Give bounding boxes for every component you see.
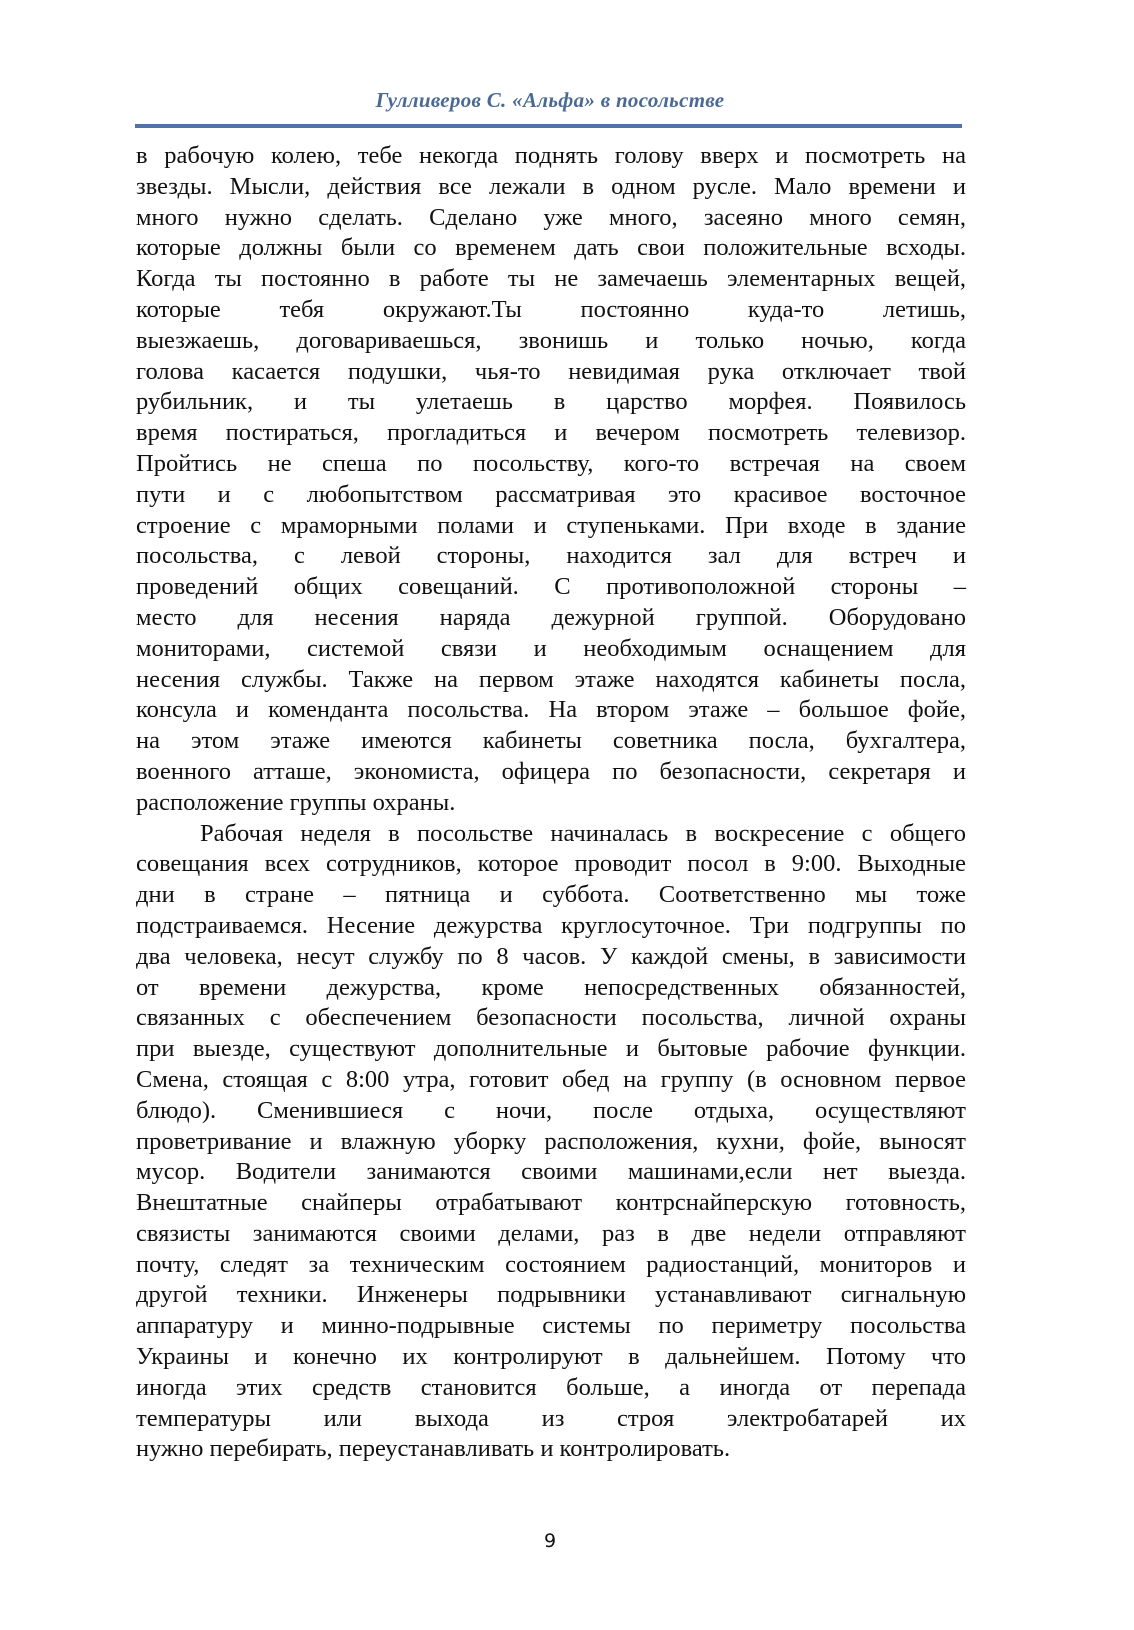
text-line: мусор. Водители занимаются своими машинами,если нет выезда. (136, 1158, 966, 1186)
text-line: посольства, с левой стороны, находится зал для встреч и (136, 542, 966, 570)
text-line: время постираться, прогладиться и вечером посмотреть телевизор. (136, 419, 966, 447)
text-line: Пройтись не спеша по посольству, кого-то встречая на своем (136, 449, 966, 477)
text-line: мониторами, системой связи и необходимым оснащением для (136, 634, 966, 662)
text-line: на этом этаже имеются кабинеты советника посла, бухгалтера, (136, 727, 966, 755)
text-line: Смена, стоящая с 8:00 утра, готовит обед на группу (в основном первое (136, 1065, 966, 1093)
text-line: место для несения наряда дежурной группой. Оборудовано (136, 603, 966, 631)
text-line: Внештатные снайперы отрабатывают контрснайперскую готовность, (136, 1189, 966, 1217)
running-header-title: Гулливеров С. «Альфа» в посольстве (375, 88, 725, 112)
header-divider (135, 124, 962, 128)
paragraph-end-line: расположение группы охраны. (136, 788, 456, 816)
text-line: военного атташе, экономиста, офицера по безопасности, секретаря и (136, 757, 966, 785)
text-line: проведений общих совещаний. С противоположной стороны – (136, 573, 966, 601)
text-line: Украины и конечно их контролируют в дальнейшем. Потому что (136, 1343, 966, 1371)
text-line: аппаратуру и минно-подрывные системы по периметру посольства (136, 1312, 966, 1340)
text-line: выезжаешь, договариваешься, звонишь и только ночью, когда (136, 326, 966, 354)
text-line: два человека, несут службу по 8 часов. У каждой смены, в зависимости (136, 942, 966, 970)
text-line: температуры или выхода из строя электробатарей их (136, 1404, 966, 1432)
text-line: почту, следят за техническим состоянием радиостанций, мониторов и (136, 1250, 966, 1278)
paragraph-end-line: нужно перебирать, переустанавливать и контролировать. (136, 1435, 731, 1463)
text-line: много нужно сделать. Сделано уже много, засеяно много семян, (136, 203, 966, 231)
text-line: в рабочую колею, тебе некогда поднять голову вверх и посмотреть на (136, 142, 966, 169)
text-line: от времени дежурства, кроме непосредственных обязанностей, (136, 973, 966, 1001)
text-line: пути и с любопытством рассматривая это красивое восточное (136, 480, 966, 508)
text-line: несения службы. Также на первом этаже находятся кабинеты посла, (136, 665, 966, 693)
text-line: Когда ты постоянно в работе ты не замечаешь элементарных вещей, (136, 265, 966, 293)
text-line: при выезде, существуют дополнительные и бытовые рабочие функции. (136, 1035, 966, 1063)
text-line: подстраиваемся. Несение дежурства круглосуточное. Три подгруппы по (136, 911, 966, 939)
text-line: иногда этих средств становится больше, а иногда от перепада (136, 1373, 966, 1401)
page-number: 9 (543, 1530, 557, 1552)
body-text (136, 141, 966, 1465)
text-line: которые должны были со временем дать свои положительные всходы. (136, 234, 966, 262)
text-line: блюдо). Сменившиеся с ночи, после отдыха, осуществляют (136, 1096, 966, 1124)
text-line: рубильник, и ты улетаешь в царство морфея. Появилось (136, 388, 966, 416)
text-line: строение с мраморными полами и ступеньками. При входе в здание (136, 511, 966, 539)
text-line: связанных с обеспечением безопасности посольства, личной охраны (136, 1004, 966, 1032)
text-line: дни в стране – пятница и суббота. Соответственно мы тоже (136, 881, 966, 909)
text-line: другой техники. Инженеры подрывники устанавливают сигнальную (136, 1281, 966, 1309)
text-line: консула и коменданта посольства. На втором этаже – большое фойе, (136, 696, 966, 724)
text-line: проветривание и влажную уборку расположения, кухни, фойе, выносят (136, 1127, 966, 1155)
paragraph-first-line: Рабочая неделя в посольстве начиналась в воскресение с общего (200, 819, 966, 847)
text-line: связисты занимаются своими делами, раз в две недели отправляют (136, 1219, 966, 1247)
text-line: голова касается подушки, чья-то невидимая рука отключает твой (136, 357, 966, 385)
text-line: которые тебя окружают.Ты постоянно куда-то летишь, (136, 295, 966, 323)
text-line: совещания всех сотрудников, которое проводит посол в 9:00. Выходные (136, 850, 966, 878)
text-line: звезды. Мысли, действия все лежали в одном русле. Мало времени и (136, 172, 966, 200)
